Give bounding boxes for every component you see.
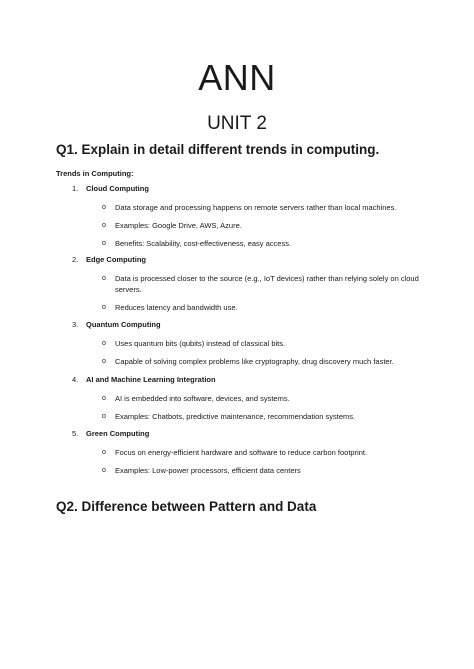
circle-bullet-icon: o [102,340,106,347]
circle-bullet-icon: o [102,275,106,282]
trend-point-text: Reduces latency and bandwidth use. [115,303,238,312]
trend-point-text: Data storage and processing happens on remote servers rather than local machines. [115,203,397,212]
question-2-heading: Q2. Difference between Pattern and Data [56,499,317,514]
document-title: ANN [198,57,276,98]
circle-bullet-icon: o [102,204,106,211]
trend-heading [72,255,146,265]
trend-heading [72,184,149,194]
trend-heading [72,429,149,439]
trend-point [102,202,432,213]
circle-bullet-icon: o [102,240,106,247]
trend-point-text: Focus on energy-efficient hardware and software to reduce carbon footprint. [115,448,368,457]
trend-point [102,393,432,404]
circle-bullet-icon: o [102,395,106,402]
trend-name: Quantum Computing [86,320,161,329]
trend-number: 2. [72,255,79,264]
trend-point-text: Examples: Google Drive, AWS, Azure. [115,221,242,230]
trend-point [102,273,432,295]
trend-number: 5. [72,429,79,438]
trend-point-text: Examples: Low-power processors, efficient data centers [115,466,301,475]
circle-bullet-icon: o [102,449,106,456]
trend-point [102,238,432,249]
trend-point [102,447,432,458]
trend-point [102,338,432,349]
trend-number: 1. [72,184,79,193]
circle-bullet-icon: o [102,304,106,311]
trend-point-text: Examples: Chatbots, predictive maintenance, recommendation systems. [115,412,356,421]
trend-point [102,356,432,367]
trend-name: Green Computing [86,429,150,438]
trend-point-text: Uses quantum bits (qubits) instead of classical bits. [115,339,286,348]
circle-bullet-icon: o [102,413,106,420]
circle-bullet-icon: o [102,358,106,365]
trend-name: AI and Machine Learning Integration [86,375,216,384]
trends-section-label: Trends in Computing: [56,169,134,178]
trend-number: 4. [72,375,79,384]
trend-heading [72,320,161,330]
trend-point-text: Benefits: Scalability, cost-effectiveness, easy access. [115,239,292,248]
trend-heading [72,375,216,385]
circle-bullet-icon: o [102,467,106,474]
trend-point-text: Data is processed closer to the source (e.g., IoT devices) rather than relying solely on cloud servers. [115,274,419,294]
trend-point [102,220,432,231]
trend-point-text: Capable of solving complex problems like cryptography, drug discovery much faster. [115,357,394,366]
unit-heading: UNIT 2 [207,113,267,134]
trend-point [102,302,432,313]
question-1-heading: Q1. Explain in detail different trends in computing. [56,142,380,157]
trend-number: 3. [72,320,79,329]
circle-bullet-icon: o [102,222,106,229]
trend-point-text: AI is embedded into software, devices, and systems. [115,394,290,403]
trend-name: Edge Computing [86,255,146,264]
trend-point [102,465,432,476]
trend-name: Cloud Computing [86,184,149,193]
trend-point [102,411,432,422]
